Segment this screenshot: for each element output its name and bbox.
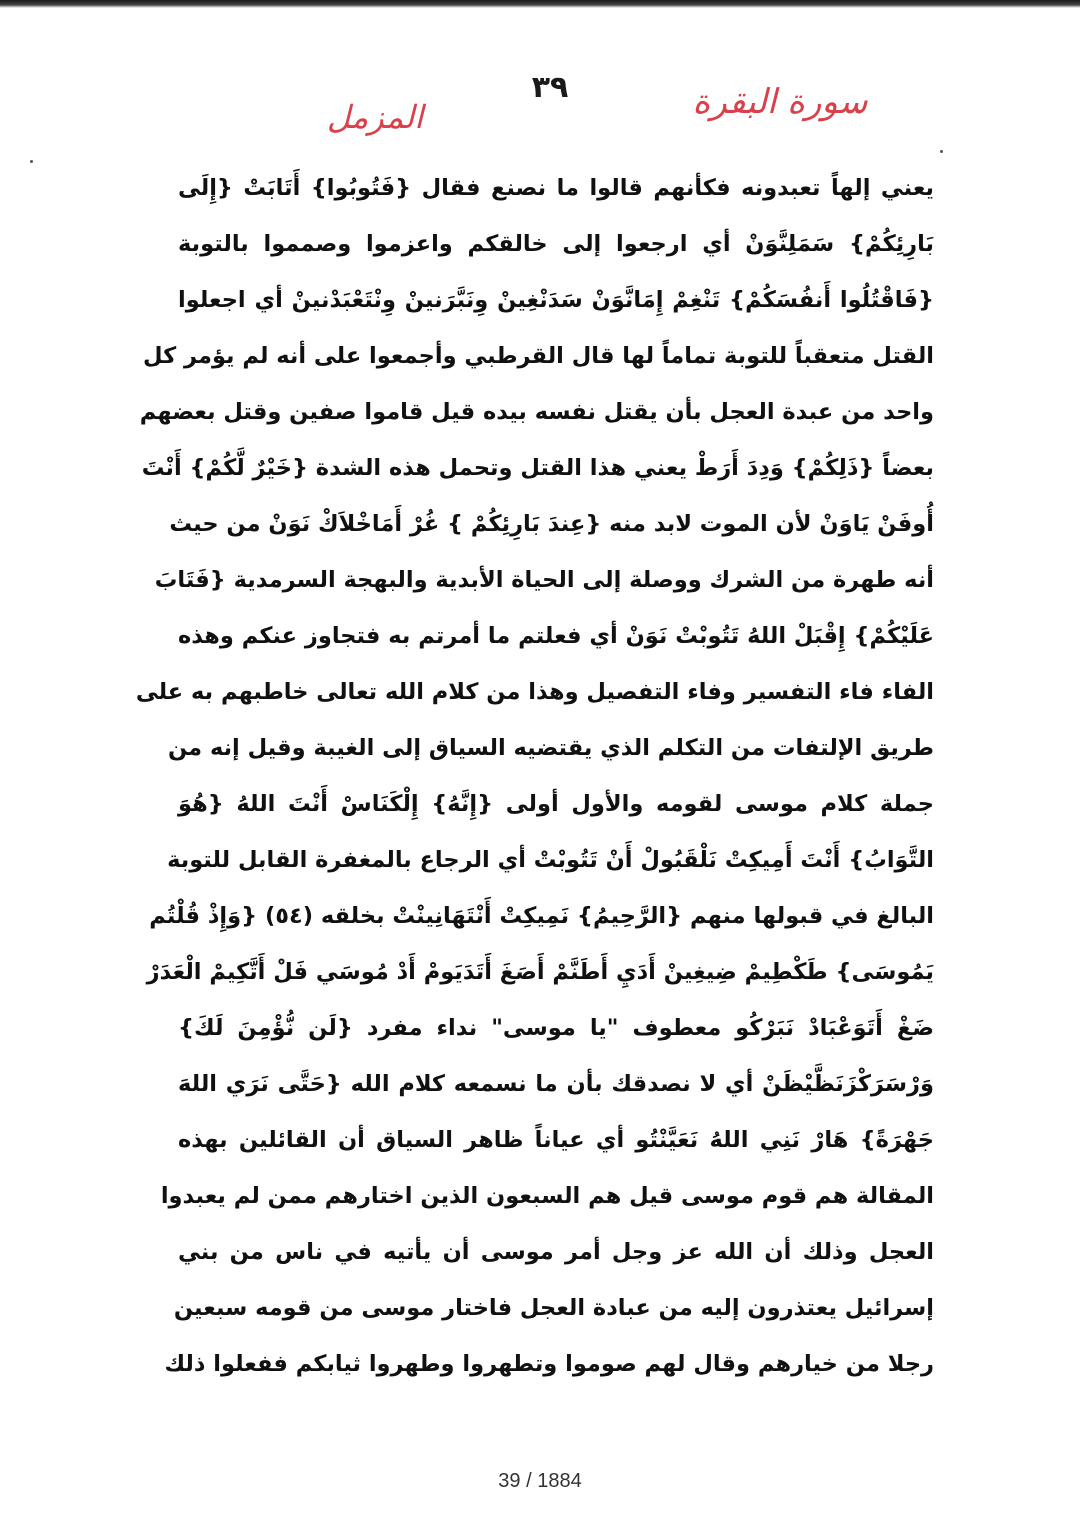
text-line: القتل متعقباً للتوبة تماماً لها قال القرطبي وأجمعوا على أنه لم يؤمر كل (143, 343, 934, 369)
scan-speck (30, 160, 33, 163)
page-number-header: ٣٩ (531, 70, 569, 105)
text-line: بعضاً {ذَلِكُمْ} وَدِدَ أَرَطْ يعني هذا القتل وتحمل هذه الشدة {خَيْرٌ لَّكُمْ} أَنْتَ (141, 455, 934, 481)
text-line: يعني إلهاً تعبدونه فكأنهم قالوا ما نصنع فقال {فَتُوبُوا} أَتَابَتْ {إِلَى (178, 175, 934, 201)
text-line: ضَغْ أَتَوَعْبَادْ نَبَرْكُو معطوف "يا موسى" نداء مفرد {لَن نُّؤْمِنَ لَكَ} (178, 1015, 934, 1041)
text-line: البالغ في قبولها منهم {الرَّحِيمُ} نَمِيكِتْ أَنْتَهَانِينْتْ بخلقه (٥٤) {وَإِذْ قُلْتُم (149, 903, 934, 929)
text-line: طريق الإلتفات من التكلم الذي يقتضيه السياق إلى الغيبة وقيل إنه من (167, 735, 934, 761)
text-line: التَّوَابُ} أَنْتَ أَمِيكِتْ نَلْقَبُولْ أَنْ تَتُوبْتْ أي الرجاع بالمغفرة القابل للتوبة (167, 847, 934, 873)
text-line: جملة كلام موسى لقومه والأول أولى {إِنَّهُ} إِلْكَنَاسْ أَنْتَ اللهُ {هُوَ (178, 791, 934, 817)
section-name-annotation: المزمل (326, 98, 424, 136)
text-line: وَرْسَرَكْزَنَظَّيْظَنْ أي لا نصدقك بأن ما نسمعه كلام الله {حَتَّى نَرَي اللهَ (178, 1071, 934, 1097)
text-line: أُوفَنْ يَاوَنْ لأن الموت لابد منه {عِندَ بَارِئِكُمْ } غُرْ أَمَاخْلاَكْ نَوَنْ من حيث (169, 511, 934, 537)
text-line: واحد من عبدة العجل بأن يقتل نفسه بيده قيل قاموا صفين وقتل بعضهم (139, 399, 934, 425)
body-text (135, 160, 934, 1392)
text-line: العجل وذلك أن الله عز وجل أمر موسى أن يأتيه في ناس من بني (178, 1239, 934, 1265)
text-line: يَمُوسَى} طَكْطِيمْ ضِيغِينْ أَدَيِ أَطَنَّمْ أَصَغَ أَتَدَيَومْ أَدْ مُوسَي فَلْ أَتَّكِيمْ الْعَدَرْ (146, 959, 934, 985)
text-line: إسرائيل يعتذرون إليه من عبادة العجل فاختار موسى من قومه سبعين (173, 1295, 934, 1321)
scan-speck (940, 150, 943, 153)
text-line: {فَاقْتُلُوا أَنفُسَكُمْ} تَنْغِمْ إِمَانَّوَنْ سَدَنْغِينْ وِنَبَّرَنينْ وِنْتَعْبَدْنينْ أي اجعلوا (178, 287, 934, 313)
text-line: الفاء فاء التفسير وفاء التفصيل وهذا من كلام الله تعالى خاطبهم به على (135, 679, 934, 705)
text-line: بَارِئِكُمْ} سَمَلِنَّوَنْ أي ارجعوا إلى خالقكم واعزموا وصمموا بالتوبة (178, 231, 934, 257)
text-line: المقالة هم قوم موسى قيل هم السبعون الذين اختارهم ممن لم يعبدوا (160, 1183, 934, 1209)
pagination-indicator: 39 / 1884 (498, 1470, 582, 1492)
surah-name-annotation: سورة البقرة (692, 82, 868, 122)
text-line: جَهْرَةً} هَارْ نَنِي اللهُ نَعَيَّنْتُو أي عياناً ظاهر السياق أن القائلين بهذه (178, 1127, 934, 1153)
text-line: عَلَيْكُمْ} إِقْبَلْ اللهُ تَتُوبْتْ نَوَنْ أي فعلتم ما أمرتم به فتجاوز عنكم وهذه (178, 623, 934, 649)
text-line: أنه طهرة من الشرك ووصلة إلى الحياة الأبدية والبهجة السرمدية {فَتَابَ (154, 567, 934, 593)
scan-top-edge (0, 0, 1080, 8)
text-line: رجلا من خيارهم وقال لهم صوموا وتطهروا وطهروا ثيابكم ففعلوا ذلك (164, 1351, 934, 1377)
